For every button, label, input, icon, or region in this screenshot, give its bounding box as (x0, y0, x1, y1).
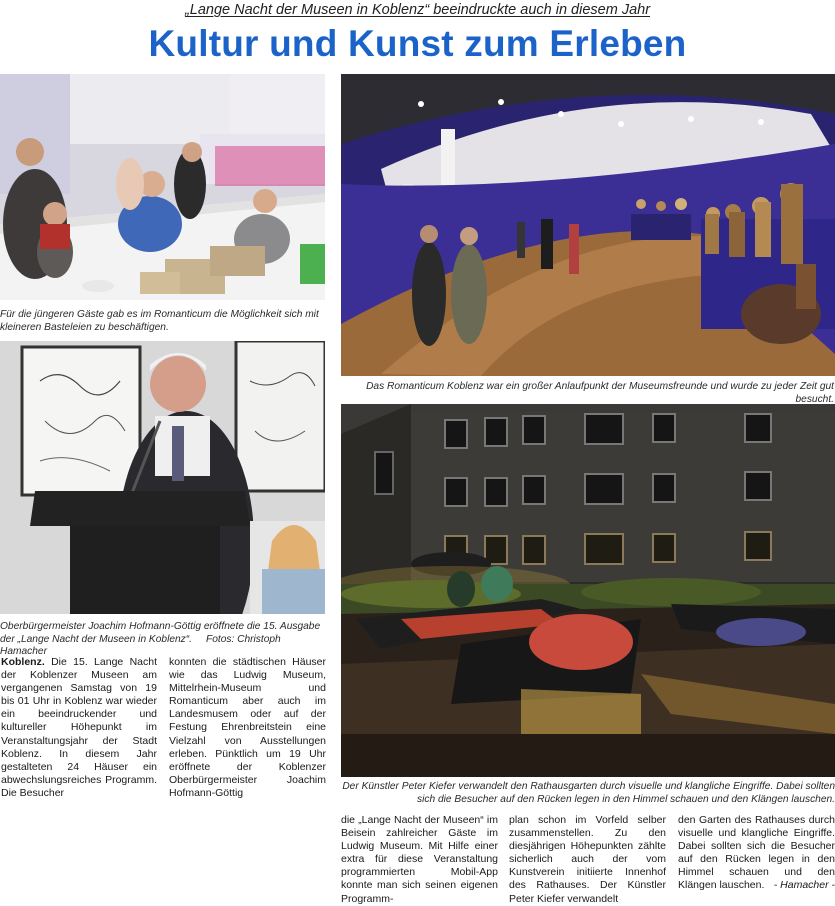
article-kicker (0, 1, 835, 19)
kids-workshop-caption: Für die jüngeren Gäste gab es im Romanticum die Möglichkeit sich mit kleineren Basteleien zu beschäftigen. (0, 309, 319, 333)
rathaus-garden-caption: Der Künstler Peter Kiefer verwandelt den Rathausgarten durch visuelle und klangliche Eingriffe. Dabei sollten sich die Besucher auf den Rücken legen in den Himmel schauen und den Klängen lauschen. (342, 781, 835, 805)
kids-workshop-photo (0, 74, 325, 300)
article-column-5 (678, 814, 835, 893)
article-column-1 (1, 656, 157, 800)
article-headline: Kultur und Kunst zum Erleben (148, 23, 687, 64)
author-signature: - Hamacher - (773, 879, 835, 892)
kicker-text: „Lange Nacht der Museen in Koblenz“ beeindruckte auch in diesem Jahr (184, 2, 651, 18)
mayor-speech-caption-text: Oberbürgermeister Joachim Hofmann-Göttig eröffnete die 15. Ausgabe der „Lange Nacht der Museen in Koblenz“. (0, 621, 321, 645)
article-column-4: plan schon im Vorfeld selber zusammenstellen. Zu den diesjährigen Höhepunkten zählte sicherlich auch der vom Kunstverein initiierte Innenhof des Rathauses. Der Künstler Peter Kiefer verwandelt (509, 814, 666, 905)
article-column-5-text: den Garten des Rathauses durch visuelle und klangliche Eingriffe. Dabei sollten sich die Besucher auf den Rücken legen in den Himmel schauen und den Klängen lauschen. (678, 814, 835, 892)
article-column-2: konnten die städtischen Häuser wie das Ludwig Museum, Mittelrhein-Museum und Romanticum aber auch im Landesmusem oder auf der Festung Ehrenbreitstein eine Vielzahl von Ausstellungen erleben. Pünktlich um 19 Uhr eröffnete der Koblenzer Oberbürgermeister Joachim Hofmann-Göttig (169, 656, 326, 799)
romanticum-hall-photo (341, 74, 835, 376)
mayor-speech-photo (0, 341, 325, 614)
rathaus-garden-photo (341, 404, 835, 777)
article-column-3: die „Lange Nacht der Museen“ im Beisein zahlreicher Gäste im Ludwig Museum. Mit Hilfe einer extra für diese Veranstaltung programmierten Mobil-App konnte man sich seinen eigenen Programm- (341, 814, 498, 905)
photo-credit: Fotos: Christoph Hamacher (0, 633, 281, 657)
romanticum-hall-caption: Das Romanticum Koblenz war ein großer Anlaufpunkt der Museumsfreunde und wurde zu jeder Zeit gut besucht. (366, 381, 834, 405)
mayor-speech-caption (0, 621, 327, 659)
article-column-1-text: Die 15. Lange Nacht der Koblenzer Museen am vergangenen Samstag von 19 bis 01 Uhr in Koblenz war wieder ein beeindruckender und kultureller Höhepunkt im Veranstaltungsjahr der Stadt Koblenz. In diesem Jahr gestalteten 24 Häuser ein abwechslungsreiches Programm. Die Besucher (1, 656, 158, 799)
article-dateline: Koblenz. (1, 656, 45, 668)
